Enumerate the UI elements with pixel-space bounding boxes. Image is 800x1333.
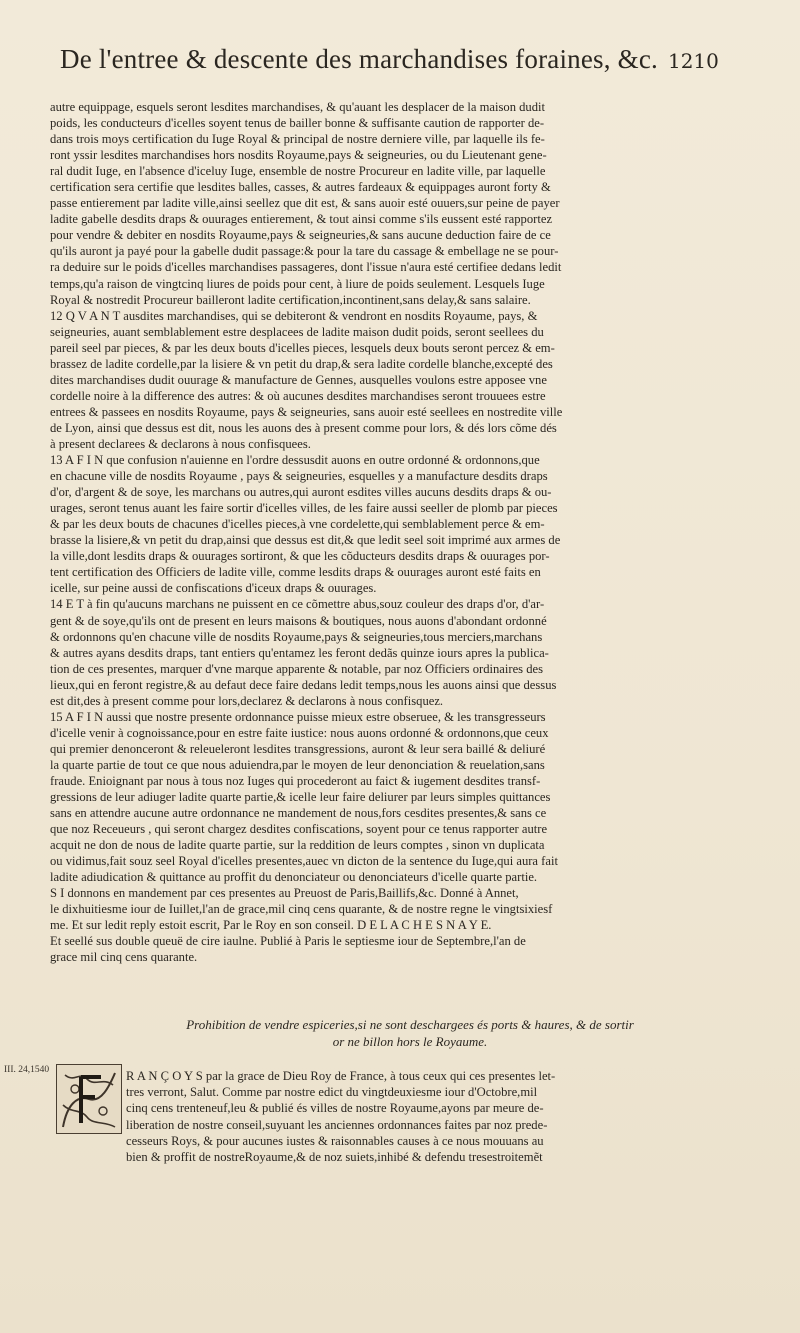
text-line: sans en attendre aucune autre ordonnance ne mandement de nous,fors cesdites presentes,& sans ce <box>50 806 547 821</box>
text-line: est dit,des à present comme pour lors,declarez & declarons à nous confisquez. <box>50 693 444 708</box>
text-line: cordelle noire à la difference des autres: & où aucunes desdites marchandises seront trouuees estre <box>50 388 546 403</box>
text-line: me. Et sur ledit reply estoit escrit, Par le Roy en son conseil. D E L A C H E S N A Y E. <box>50 918 492 933</box>
text-line: dites marchandises dudit ouurage & manufacture de Gennes, ausquelles voulons estre apposee vne <box>50 372 547 387</box>
section-text-line: R A N Ç O Y S par la grace de Dieu Roy de France, à tous ceux qui ces presentes let- <box>126 1069 556 1083</box>
text-line: tent certification des Officiers de ladite ville, comme lesdits draps & ouurages auront esté faits en <box>50 565 541 580</box>
decorated-initial-f <box>56 1064 122 1134</box>
text-line: Et seellé sus double queuë de cire iaulne. Publié à Paris le septiesme iour de Septembre,l'an de <box>50 934 526 949</box>
text-line: 15 A F I N aussi que nostre presente ordonnance puisse mieux estre obseruee, & les transgresseurs <box>50 709 546 724</box>
ornamental-initial-icon <box>57 1065 121 1133</box>
text-line: pareil seel par pieces, & par les deux bouts d'icelles pieces, lesquels deux bouts seront percez & em- <box>50 340 555 355</box>
text-line: en chacune ville de nosdits Royaume , pays & seigneuries, esquelles y a manufacture desdits draps <box>50 469 548 484</box>
text-line: & autres ayans desdits draps, tant entiers qu'entamez les feront dedãs quinze iours apres la publica- <box>50 645 549 660</box>
text-line: dans trois moys certification du Iuge Royal & principal de nostre derniere ville, par laquelle ils fe- <box>50 132 545 147</box>
text-line: passe entierement par ladite ville,ainsi seellez que dit est, & sans auoir esté ouuers,sur peine de payer <box>50 196 560 211</box>
section-text-line: tres verront, Salut. Comme par nostre edict du vingtdeuxiesme iour d'Octobre,mil <box>126 1085 538 1100</box>
text-line: poids, les conducteurs d'icelles soyent tenus de bailler bonne & suffisante caution de rapporter de- <box>50 116 545 131</box>
text-line: qu'ils auront ja payé pour la gabelle dudit passage:& pour la tare du cassage & embellage ne se pour- <box>50 244 559 259</box>
text-line: ront yssir lesdites marchandises hors nosdits Royaume,pays & seigneuries, ou du Lieutenant gene- <box>50 148 547 163</box>
text-line: le dixhuitiesme iour de Iuillet,l'an de grace,mil cinq cens quarante, & de nostre regne le vingtsixiesf <box>50 902 553 917</box>
text-line: S I donnons en mandement par ces presentes au Preuost de Paris,Baillifs,&c. Donné à Annet, <box>50 886 519 901</box>
text-line: fraude. Enioignant par nous à tous noz Iuges qui procederont au faict & iugement desdites transf- <box>50 773 541 788</box>
rubric-line: or ne billon hors le Royaume. <box>332 1034 488 1049</box>
section-text-line: bien & proffit de nostreRoyaume,& de noz suiets,inhibé & defendu tresestroitemẽt <box>126 1150 543 1165</box>
text-line: acquit ne don de nous de ladite quarte partie, sur la reddition de leurs comptes , sinon vn duplicata <box>50 838 545 853</box>
text-line: de Lyon, ainsi que dessus est dit, nous les auons des à present comme pour lors, & dés lors cõme dés <box>50 420 557 435</box>
text-line: ladite gabelle desdits draps & ouurages entierement, & tout ainsi comme s'ils eussent esté rapportez <box>50 212 553 227</box>
text-line: 13 A F I N que confusion n'auienne en l'ordre dessusdit auons en outre ordonné & ordonnons,que <box>50 453 540 468</box>
text-line: à present declarees & declarons à nous confisquees. <box>50 436 311 451</box>
text-line: 12 Q V A N T ausdites marchandises, qui se debiteront & vendront en nosdits Royaume, pays, & <box>50 308 538 323</box>
text-line: gent & de soye,qu'ils ont de present en leurs maisons & boutiques, nous auons d'abondant ordonné <box>50 613 547 628</box>
text-line: certification sera certifie que lesdites balles, casses, & autres fardeaux & equippages auront forty & <box>50 180 551 195</box>
text-line: ou vidimus,fait souz seel Royal d'icelles presentes,auec vn dicton de la sentence du Iuge,qui aura fait <box>50 854 558 869</box>
text-line: Royal & nostredit Procureur bailleront ladite certification,incontinent,sans delay,& sans salaire. <box>50 292 531 307</box>
text-line: pour vendre & debiter en nosdits Royaume,pays & seigneuries,& sans aucune deduction faire de ce <box>50 228 551 243</box>
section-text-line: cesseurs Roys, & pour aucunes iustes & raisonnables causes à ce nous mouuans au <box>126 1133 544 1148</box>
section-rubric <box>60 1016 760 1050</box>
text-line: lieux,qui en feront registre,& au defaut dece faire dedans ledit temps,nous les auons ainsi que dessus <box>50 677 557 692</box>
text-line: & par les deux bouts de chacunes d'icelles pieces,à vne cordelette,qui semblablement perce & em- <box>50 517 545 532</box>
text-line: tion de ces presentes, marquer d'vne marque apparente & notable, par noz Officiers ordinaires des <box>50 661 544 676</box>
text-line: gressions de leur adiuger ladite quarte partie,& icelle leur faire deliurer par leurs simples quittances <box>50 790 551 805</box>
text-line: seigneuries, auant semblablement estre desplacees de ladite maison dudit poids, seront seellees du <box>50 324 544 339</box>
text-line: ladite adiudication & quittance au proffit du denonciateur ou denonciateurs d'icelle quarte partie. <box>50 870 538 885</box>
section-text-line: liberation de nostre conseil,suyuant les anciennes ordonnances faites par noz prede- <box>126 1117 548 1132</box>
section-text-line: cinq cens trenteneuf,leu & publié és villes de nostre Royaume,ayons par meure de- <box>126 1101 544 1116</box>
page-title: De l'entree & descente des marchandises foraines, &c. <box>60 44 658 74</box>
page-header <box>60 44 776 75</box>
text-line: ral dudit Iuge, en l'absence d'iceluy Iuge, ensemble de nostre Procureur en ladite ville, par laquelle <box>50 164 546 179</box>
rubric-line: Prohibition de vendre espiceries,si ne sont deschargees és ports & haures, & de sortir <box>186 1017 634 1032</box>
text-line: & ordonnons qu'en chacune ville de nosdits Royaume,pays & seigneuries,tous merciers,marchans <box>50 629 543 644</box>
text-line: 14 E T à fin qu'aucuns marchans ne puissent en ce cõmettre abus,souz couleur des draps d'or, d'ar- <box>50 597 545 612</box>
text-line: ra deduire sur le poids d'icelles marchandises passageres, dont l'issue n'aura esté certifiee dedans ledit <box>50 260 562 275</box>
text-line: brassez de ladite cordelle,par la lisiere & vn petit du drap,& sera ladite cordelle blanche,excepté des <box>50 356 553 371</box>
main-text-block <box>50 99 762 966</box>
text-line: que noz Receueurs , qui seront chargez desdites confiscations, soyent pour ce tenus rapporter autre <box>50 822 548 837</box>
section-text-block <box>126 1068 766 1165</box>
text-line: la quarte partie de tout ce que nous aduiendra,par le moyen de leur denonciation & reuelation,sans <box>50 757 545 772</box>
margin-note: III. 24,1540 <box>4 1065 50 1075</box>
text-line: entrees & passees en nosdits Royaume, pays & seigneuries, sans auoir esté seellees en nostredite ville <box>50 404 563 419</box>
text-line: brasse la lisiere,& vn petit du drap,ainsi que dessus est dit,& que ledit seel soit imprimé aux armes de <box>50 533 561 548</box>
text-line: la ville,dont lesdits draps & ouurages sortiront, & que les cõducteurs desdits draps & ouurages por- <box>50 549 550 564</box>
text-line: qui premier denonceront & releueleront lesdites transgressions, auront & leur sera baillé & deliuré <box>50 741 546 756</box>
text-line: temps,qu'a raison de vingtcinq liures de poids pour cent, à liure de poids seulement. Lesquels Iuge <box>50 276 545 291</box>
folio-number: 1210 <box>667 49 719 73</box>
text-line: autre equippage, esquels seront lesdites marchandises, & qu'auant les desplacer de la maison dudit <box>50 100 546 114</box>
text-line: d'or, d'argent & de soye, les marchans ou autres,qui auront esdites villes aucuns desdits draps & ou- <box>50 485 552 500</box>
text-line: urages, seront tenus auant les faire sortir d'icelles villes, de les faire aussi seeller de plomb par pieces <box>50 501 558 516</box>
text-line: grace mil cinq cens quarante. <box>50 950 198 965</box>
text-line: icelle, sur peine aussi de confiscations d'iceux draps & ouurages. <box>50 581 377 596</box>
text-line: d'icelle venir à cognoissance,pour en estre faite iustice: nous auons ordonné & ordonnons,que ceux <box>50 725 549 740</box>
